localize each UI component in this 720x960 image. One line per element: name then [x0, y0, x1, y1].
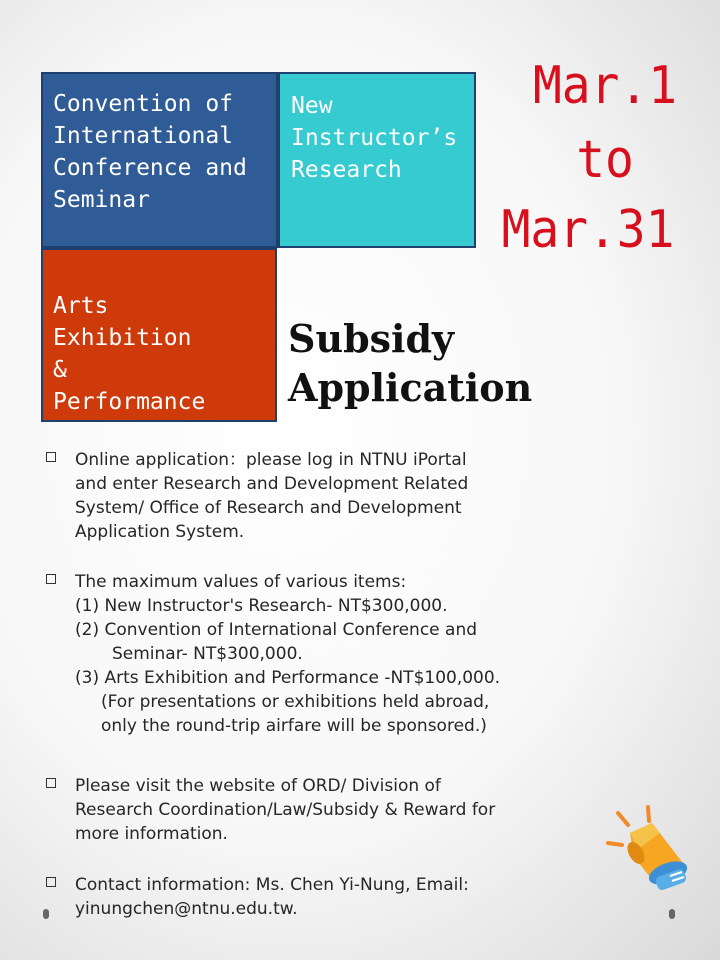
bullet-online: Online application：please log in NTNU iPortal and enter Research and Development Related System/ Office of Research and Development Application System. — [46, 448, 566, 544]
bullet-box-icon — [46, 574, 56, 584]
max-item-2-cont: Seminar- NT$300,000. — [112, 644, 303, 664]
date-start: Mar.1 — [532, 56, 678, 116]
max-item-1: (1) New Instructor's Research- NT$300,000. — [75, 596, 448, 616]
bullet-contact: Contact information: Ms. Chen Yi-Nung, Email: yinungchen@ntnu.edu.tw. — [46, 873, 566, 921]
max-item-2: (2) Convention of International Conference and — [75, 620, 478, 640]
bullet-box-icon — [46, 452, 56, 462]
bullet-box-icon — [46, 778, 56, 788]
date-end: Mar.31 — [501, 200, 675, 260]
date-to: to — [576, 130, 634, 190]
page-title: Subsidy Application — [288, 316, 533, 410]
decor-dot — [669, 909, 675, 919]
tile-convention: Convention of International Conference and Seminar — [41, 72, 278, 248]
tile-arts: Arts Exhibition & Performance — [41, 248, 277, 422]
decor-dot — [43, 909, 49, 919]
bullet-max-values: The maximum values of various items: (1) New Instructor's Research- NT$300,000. (2) Convention of International Conference and Seminar- NT$300,000. (3) Arts Exhibition and Performance -NT$100,000. (For presentations or exhibitions held abroad, only the round-trip airfare will be sponsored.) — [46, 570, 566, 738]
bullet-website: Please visit the website of ORD/ Division of Research Coordination/Law/Subsidy & Reward for more information. — [46, 774, 566, 846]
max-item-3: (3) Arts Exhibition and Performance -NT$100,000. — [75, 668, 501, 688]
megaphone-icon — [600, 805, 700, 905]
max-note-line-1: (For presentations or exhibitions held abroad, — [101, 692, 490, 712]
tile-new-instructor: New Instructor’s Research — [278, 72, 476, 248]
bullet-box-icon — [46, 877, 56, 887]
max-note-line-2: only the round-trip airfare will be sponsored.) — [101, 716, 487, 736]
